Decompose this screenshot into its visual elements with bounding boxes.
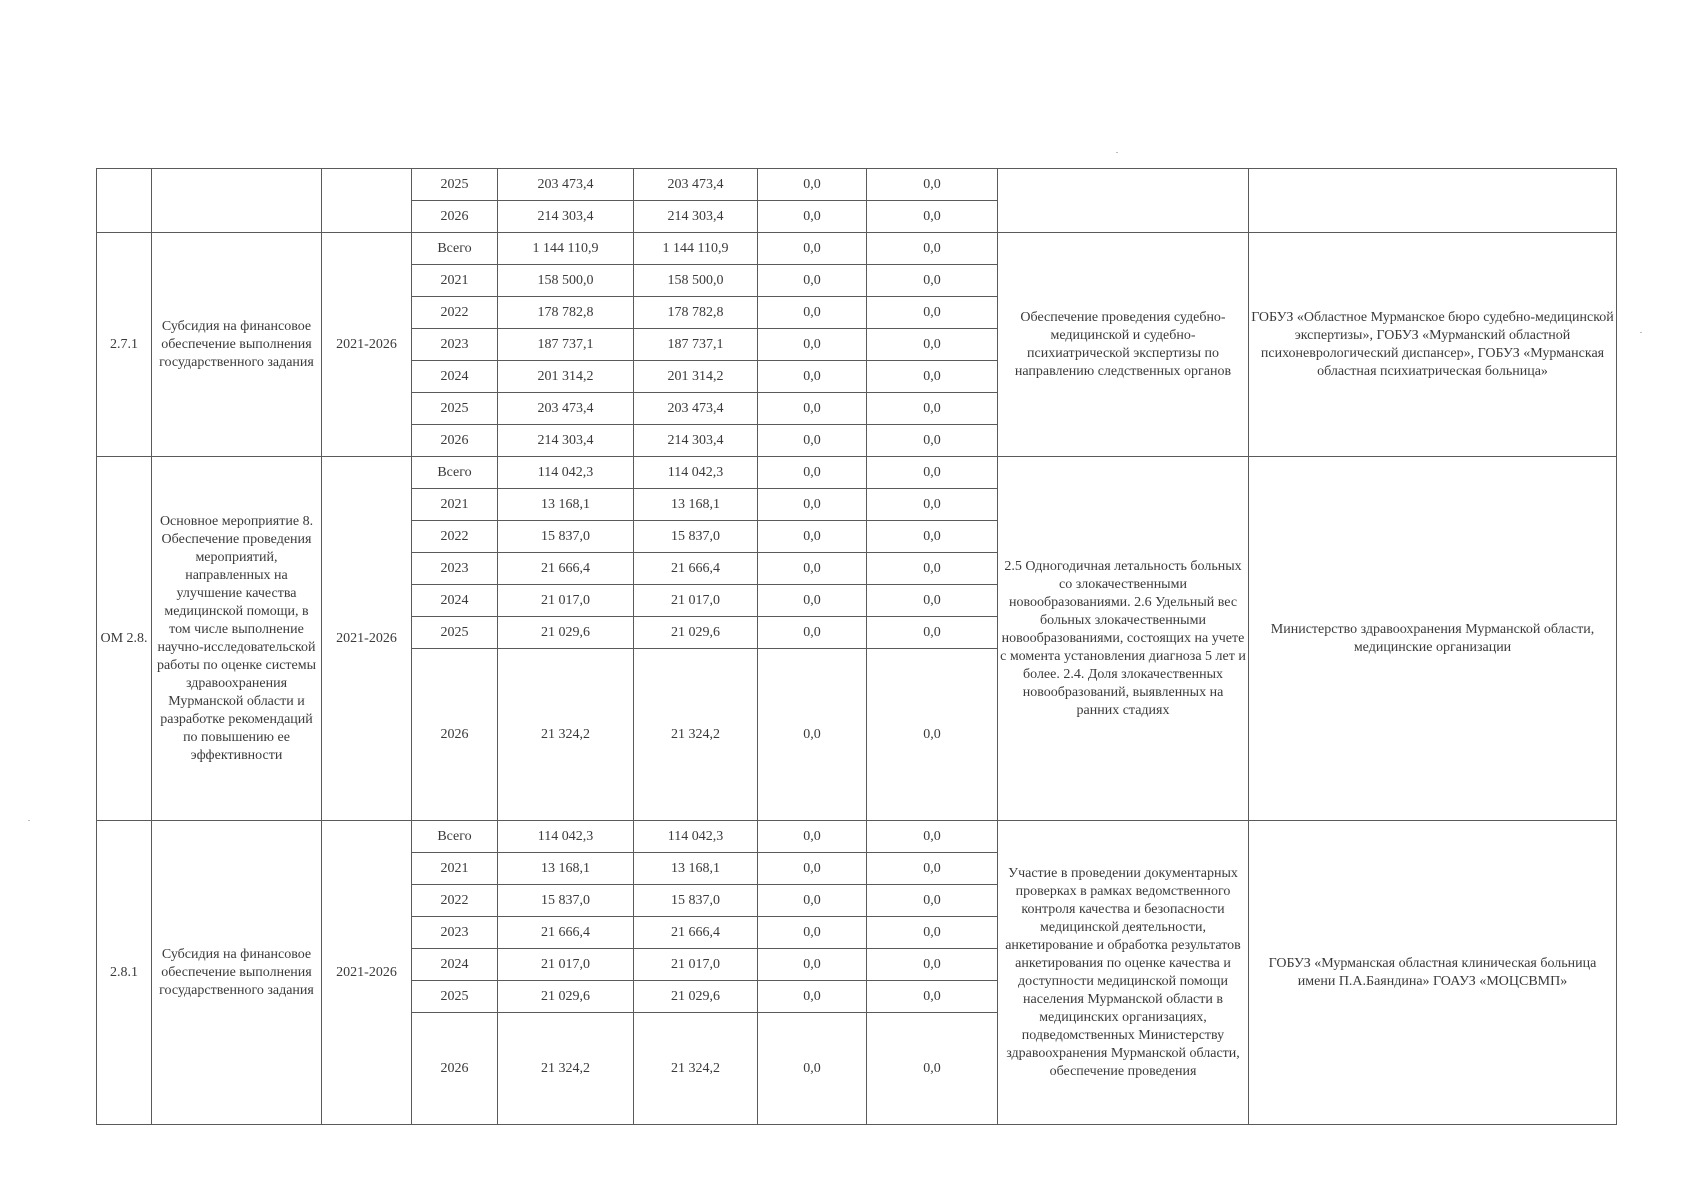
item-number: 2.7.1	[97, 233, 152, 457]
regional-cell: 187 737,1	[634, 329, 758, 361]
year-cell: 2026	[412, 649, 498, 821]
budget-table	[96, 168, 1617, 1125]
regional-cell: 203 473,4	[634, 393, 758, 425]
year-cell: 2023	[412, 329, 498, 361]
other-cell: 0,0	[867, 917, 998, 949]
year-cell: Всего	[412, 233, 498, 265]
regional-cell: 203 473,4	[634, 169, 758, 201]
regional-cell: 114 042,3	[634, 457, 758, 489]
indicator-cell: Обеспечение проведения судебно-медицинской и судебно-психиатрической экспертизы по направлению следственных органов	[998, 233, 1249, 457]
total-cell: 178 782,8	[498, 297, 634, 329]
federal-cell: 0,0	[758, 821, 867, 853]
federal-cell: 0,0	[758, 489, 867, 521]
federal-cell: 0,0	[758, 1013, 867, 1125]
year-cell: Всего	[412, 457, 498, 489]
scan-noise	[1116, 152, 1118, 153]
table-row	[97, 169, 1617, 201]
total-cell: 114 042,3	[498, 821, 634, 853]
other-cell: 0,0	[867, 393, 998, 425]
total-cell: 21 029,6	[498, 617, 634, 649]
year-cell: 2021	[412, 265, 498, 297]
total-cell: 21 324,2	[498, 649, 634, 821]
item-name: Субсидия на финансовое обеспечение выполнения государственного задания	[152, 821, 322, 1125]
table-row	[97, 821, 1617, 853]
other-cell: 0,0	[867, 1013, 998, 1125]
year-cell: 2026	[412, 201, 498, 233]
total-cell: 15 837,0	[498, 521, 634, 553]
total-cell: 21 324,2	[498, 1013, 634, 1125]
federal-cell: 0,0	[758, 521, 867, 553]
federal-cell: 0,0	[758, 949, 867, 981]
year-cell: 2022	[412, 885, 498, 917]
total-cell: 21 017,0	[498, 585, 634, 617]
federal-cell: 0,0	[758, 393, 867, 425]
other-cell: 0,0	[867, 853, 998, 885]
year-cell: 2021	[412, 853, 498, 885]
federal-cell: 0,0	[758, 265, 867, 297]
total-cell: 158 500,0	[498, 265, 634, 297]
regional-cell: 21 029,6	[634, 981, 758, 1013]
other-cell: 0,0	[867, 457, 998, 489]
federal-cell: 0,0	[758, 617, 867, 649]
regional-cell: 158 500,0	[634, 265, 758, 297]
federal-cell: 0,0	[758, 201, 867, 233]
regional-cell: 21 017,0	[634, 949, 758, 981]
federal-cell: 0,0	[758, 457, 867, 489]
regional-cell: 114 042,3	[634, 821, 758, 853]
indicator-cell: Участие в проведении документарных проверках в рамках ведомственного контроля качества и безопасности медицинской деятельности, анкетирование и обработка результатов анкетирования по оценке качества и доступности медицинской помощи населения Мурманской области в медицинских организациях, подведомственных Министерству здравоохранения Мурманской области, обеспечение проведения	[998, 821, 1249, 1125]
regional-cell: 21 324,2	[634, 649, 758, 821]
total-cell: 214 303,4	[498, 201, 634, 233]
year-cell: 2023	[412, 917, 498, 949]
other-cell: 0,0	[867, 585, 998, 617]
other-cell: 0,0	[867, 521, 998, 553]
federal-cell: 0,0	[758, 853, 867, 885]
regional-cell: 201 314,2	[634, 361, 758, 393]
item-period: 2021-2026	[322, 233, 412, 457]
total-cell: 187 737,1	[498, 329, 634, 361]
regional-cell: 15 837,0	[634, 521, 758, 553]
federal-cell: 0,0	[758, 329, 867, 361]
item-number	[97, 169, 152, 233]
other-cell: 0,0	[867, 885, 998, 917]
regional-cell: 13 168,1	[634, 853, 758, 885]
year-cell: 2022	[412, 297, 498, 329]
year-cell: 2025	[412, 617, 498, 649]
federal-cell: 0,0	[758, 425, 867, 457]
other-cell: 0,0	[867, 649, 998, 821]
total-cell: 21 666,4	[498, 553, 634, 585]
other-cell: 0,0	[867, 425, 998, 457]
federal-cell: 0,0	[758, 361, 867, 393]
item-period: 2021-2026	[322, 457, 412, 821]
year-cell: 2025	[412, 981, 498, 1013]
other-cell: 0,0	[867, 553, 998, 585]
regional-cell: 214 303,4	[634, 425, 758, 457]
scan-noise	[1640, 332, 1642, 333]
year-cell: 2023	[412, 553, 498, 585]
table-row	[97, 457, 1617, 489]
regional-cell: 178 782,8	[634, 297, 758, 329]
total-cell: 13 168,1	[498, 853, 634, 885]
total-cell: 1 144 110,9	[498, 233, 634, 265]
other-cell: 0,0	[867, 169, 998, 201]
regional-cell: 21 666,4	[634, 917, 758, 949]
federal-cell: 0,0	[758, 585, 867, 617]
other-cell: 0,0	[867, 981, 998, 1013]
regional-cell: 13 168,1	[634, 489, 758, 521]
federal-cell: 0,0	[758, 233, 867, 265]
other-cell: 0,0	[867, 329, 998, 361]
year-cell: 2024	[412, 585, 498, 617]
federal-cell: 0,0	[758, 917, 867, 949]
item-period	[322, 169, 412, 233]
total-cell: 21 666,4	[498, 917, 634, 949]
item-number: ОМ 2.8.	[97, 457, 152, 821]
regional-cell: 214 303,4	[634, 201, 758, 233]
year-cell: 2026	[412, 1013, 498, 1125]
item-name	[152, 169, 322, 233]
executor-cell: ГОБУЗ «Мурманская областная клиническая больница имени П.А.Баяндина» ГОАУЗ «МОЦСВМП»	[1249, 821, 1617, 1125]
table-row	[97, 233, 1617, 265]
year-cell: 2024	[412, 949, 498, 981]
year-cell: 2022	[412, 521, 498, 553]
total-cell: 21 029,6	[498, 981, 634, 1013]
federal-cell: 0,0	[758, 649, 867, 821]
scan-noise	[28, 820, 30, 821]
indicator-cell	[998, 169, 1249, 233]
federal-cell: 0,0	[758, 885, 867, 917]
table-body	[97, 169, 1617, 1125]
federal-cell: 0,0	[758, 297, 867, 329]
total-cell: 203 473,4	[498, 393, 634, 425]
regional-cell: 21 324,2	[634, 1013, 758, 1125]
other-cell: 0,0	[867, 201, 998, 233]
other-cell: 0,0	[867, 265, 998, 297]
federal-cell: 0,0	[758, 553, 867, 585]
item-name: Основное мероприятие 8. Обеспечение проведения мероприятий, направленных на улучшение качества медицинской помощи, в том числе выполнение научно-исследовательской работы по оценке системы здравоохранения Мурманской области и разработке рекомендаций по повышению ее эффективности	[152, 457, 322, 821]
other-cell: 0,0	[867, 821, 998, 853]
federal-cell: 0,0	[758, 981, 867, 1013]
other-cell: 0,0	[867, 233, 998, 265]
year-cell: 2021	[412, 489, 498, 521]
year-cell: 2026	[412, 425, 498, 457]
other-cell: 0,0	[867, 949, 998, 981]
regional-cell: 21 017,0	[634, 585, 758, 617]
total-cell: 203 473,4	[498, 169, 634, 201]
year-cell: Всего	[412, 821, 498, 853]
other-cell: 0,0	[867, 489, 998, 521]
total-cell: 13 168,1	[498, 489, 634, 521]
year-cell: 2025	[412, 169, 498, 201]
total-cell: 214 303,4	[498, 425, 634, 457]
total-cell: 114 042,3	[498, 457, 634, 489]
executor-cell: Министерство здравоохранения Мурманской области, медицинские организации	[1249, 457, 1617, 821]
other-cell: 0,0	[867, 617, 998, 649]
indicator-cell: 2.5 Одногодичная летальность больных со злокачественными новообразованиями. 2.6 Удельный вес больных злокачественными новообразованиями, состоящих на учете с момента установления диагноза 5 лет и более. 2.4. Доля злокачественных новообразований, выявленных на ранних стадиях	[998, 457, 1249, 821]
regional-cell: 21 666,4	[634, 553, 758, 585]
total-cell: 15 837,0	[498, 885, 634, 917]
other-cell: 0,0	[867, 297, 998, 329]
other-cell: 0,0	[867, 361, 998, 393]
year-cell: 2024	[412, 361, 498, 393]
regional-cell: 21 029,6	[634, 617, 758, 649]
total-cell: 201 314,2	[498, 361, 634, 393]
regional-cell: 1 144 110,9	[634, 233, 758, 265]
item-period: 2021-2026	[322, 821, 412, 1125]
item-number: 2.8.1	[97, 821, 152, 1125]
year-cell: 2025	[412, 393, 498, 425]
regional-cell: 15 837,0	[634, 885, 758, 917]
total-cell: 21 017,0	[498, 949, 634, 981]
federal-cell: 0,0	[758, 169, 867, 201]
executor-cell: ГОБУЗ «Областное Мурманское бюро судебно-медицинской экспертизы», ГОБУЗ «Мурманский областной психоневрологический диспансер», ГОБУЗ «Мурманская областная психиатрическая больница»	[1249, 233, 1617, 457]
item-name: Субсидия на финансовое обеспечение выполнения государственного задания	[152, 233, 322, 457]
executor-cell	[1249, 169, 1617, 233]
